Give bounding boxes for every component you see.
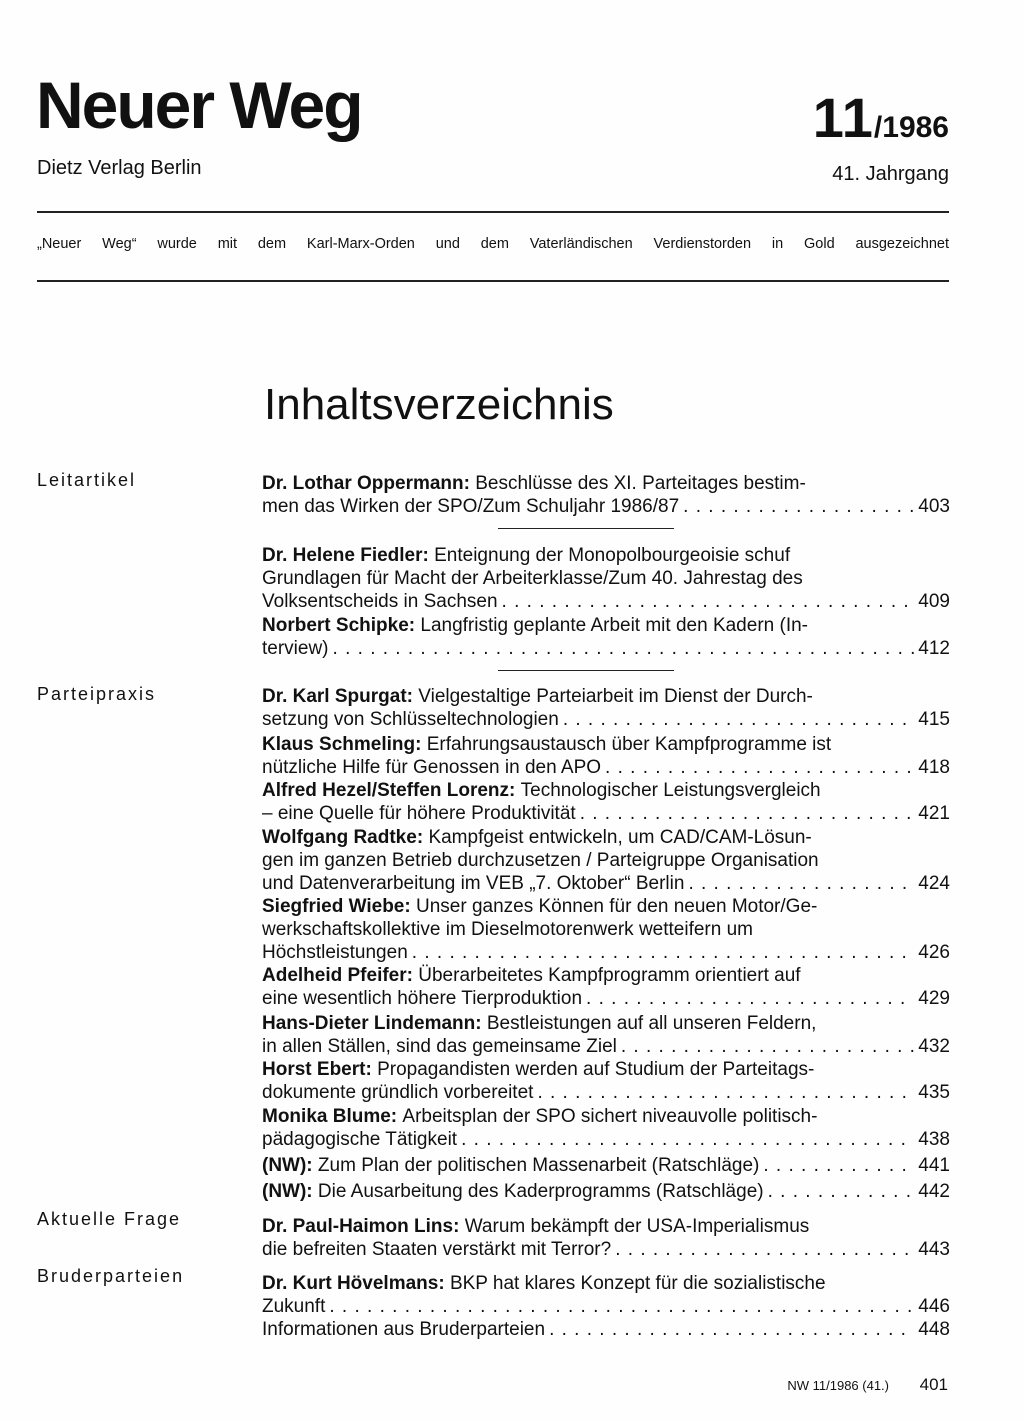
toc-entry-author: (NW): — [262, 1181, 313, 1202]
toc-entry-author: Dr. Kurt Hövelmans: — [262, 1273, 445, 1294]
toc-entry-text: Zukunft — [262, 1296, 326, 1317]
toc-entry-author: Dr. Lothar Oppermann: — [262, 473, 470, 494]
toc-entry-author: Horst Ebert: — [262, 1059, 372, 1080]
toc-entry-line — [262, 987, 950, 1010]
toc-leader-dots — [688, 872, 914, 895]
toc-entry-text: eine wesentlich höhere Tierproduktion — [262, 988, 583, 1009]
toc-entry-text: Vielgestaltige Parteiarbeit im Dienst der Durch- — [418, 686, 813, 707]
toc-entry — [262, 1272, 950, 1318]
toc-entry-line — [262, 685, 950, 708]
toc-entry-text: Überarbeitetes Kampfprogramm orientiert auf — [418, 965, 801, 986]
toc-entry-line — [262, 1154, 950, 1177]
toc-leader-dots — [768, 1180, 915, 1203]
toc-entry-text: Erfahrungsaustausch über Kampfprogramme ist — [426, 734, 832, 755]
toc-entry-text: dokumente gründlich vorbereitet — [262, 1082, 534, 1103]
toc-leader-dots — [333, 637, 915, 660]
toc-entry — [262, 1012, 950, 1058]
toc-entry-text: BKP hat klares Konzept für die sozialistische — [449, 1273, 826, 1294]
toc-entry-line — [262, 614, 950, 637]
toc-entry-line — [262, 918, 950, 941]
toc-entry-text: – eine Quelle für höhere Produktivität — [262, 803, 576, 824]
toc-entry-page: 409 — [918, 591, 950, 612]
toc-entry-text: men das Wirken der SPO/Zum Schuljahr 1986/87 — [262, 496, 680, 517]
toc-entry-line — [262, 779, 950, 802]
toc-entry-line — [262, 590, 950, 613]
toc-leader-dots — [763, 1154, 914, 1177]
toc-leader-dots — [412, 941, 915, 964]
toc-entry-line — [262, 733, 950, 756]
toc-entry-author: Siegfried Wiebe: — [262, 896, 411, 917]
toc-leader-dots — [586, 987, 914, 1010]
toc-entry-page: 426 — [918, 942, 950, 963]
toc-entry-author: Dr. Paul-Haimon Lins: — [262, 1216, 460, 1237]
toc-entry-line — [262, 495, 950, 518]
toc-entry-line — [262, 1180, 950, 1203]
toc-entry — [262, 544, 950, 613]
toc-entry-author: Wolfgang Radtke: — [262, 827, 424, 848]
toc-entry-text: Die Ausarbeitung des Kaderprogramms (Ratschläge) — [317, 1181, 764, 1202]
toc-entry — [262, 685, 950, 731]
toc-entry-page: 443 — [918, 1239, 950, 1260]
separator — [498, 670, 674, 671]
toc-entry-text: Zum Plan der politischen Massenarbeit (Ratschläge) — [317, 1155, 760, 1176]
toc-entry — [262, 1215, 950, 1261]
toc-entry-text: die befreiten Staaten verstärkt mit Terror? — [262, 1239, 612, 1260]
toc-entry-page: 415 — [918, 709, 950, 730]
section-leitartikel: Leitartikel — [37, 470, 137, 490]
toc-entry-line — [262, 544, 950, 567]
toc-leader-dots — [461, 1128, 914, 1151]
toc-entry-line — [262, 472, 950, 495]
toc-entry-page: 441 — [918, 1155, 950, 1176]
toc-entry-page: 403 — [918, 496, 950, 517]
toc-entry-text: Warum bekämpft der USA-Imperialismus — [464, 1216, 810, 1237]
toc-entry-page: 438 — [918, 1129, 950, 1150]
toc-entry-text: in allen Ställen, sind das gemeinsame Ziel — [262, 1036, 617, 1057]
toc-entry — [262, 1154, 950, 1177]
toc-leader-dots — [329, 1295, 914, 1318]
toc-leader-dots — [615, 1238, 914, 1261]
toc-entry-author: (NW): — [262, 1155, 313, 1176]
toc-entry-line — [262, 1215, 950, 1238]
section-parteipraxis: Parteipraxis — [37, 684, 157, 704]
toc-entry-text: Volksentscheids in Sachsen — [262, 591, 498, 612]
toc-entry — [262, 1180, 950, 1203]
section-aktuelle-frage: Aktuelle Frage — [37, 1209, 182, 1229]
toc-entry-text: Arbeitsplan der SPO sichert niveauvolle politisch- — [402, 1106, 818, 1127]
toc-entry — [262, 1105, 950, 1151]
toc-entry-author: Dr. Helene Fiedler: — [262, 545, 429, 566]
issue-number — [812, 86, 949, 149]
toc-entry-line — [262, 1318, 950, 1341]
toc-entry-line — [262, 567, 950, 590]
toc-entry-text: Beschlüsse des XI. Parteitages bestim- — [475, 473, 806, 494]
toc-entry-text: Unser ganzes Können für den neuen Motor/Ge- — [415, 896, 818, 917]
footer-page-number: 401 — [919, 1375, 948, 1394]
toc-entry-text: Kampfgeist entwickeln, um CAD/CAM-Lösun- — [428, 827, 812, 848]
toc-entry-line — [262, 1295, 950, 1318]
toc-entry-page: 448 — [918, 1319, 950, 1340]
award-line: „Neuer Weg“ wurde mit dem Karl-Marx-Orden und dem Vaterländischen Verdienstorden in Gold ausgezeichnet — [37, 236, 949, 252]
toc-entry-line — [262, 802, 950, 825]
toc-entry-author: Klaus Schmeling: — [262, 734, 422, 755]
toc-entry — [262, 1058, 950, 1104]
toc-entry-line — [262, 1035, 950, 1058]
toc-entry-text: Technologischer Leistungsvergleich — [520, 780, 821, 801]
toc-entry-line — [262, 872, 950, 895]
toc-entry — [262, 733, 950, 779]
toc-heading: Inhaltsverzeichnis — [264, 380, 614, 429]
toc-entry-line — [262, 637, 950, 660]
toc-entry-author: Alfred Hezel/Steffen Lorenz: — [262, 780, 516, 801]
toc-entry-text: Informationen aus Bruderparteien — [262, 1319, 546, 1340]
toc-entry-line — [262, 1081, 950, 1104]
toc-entry-page: 412 — [918, 638, 950, 659]
toc-entry — [262, 614, 950, 660]
toc-entry-text: Höchstleistungen — [262, 942, 408, 963]
separator — [498, 528, 674, 529]
toc-entry — [262, 895, 950, 964]
toc-entry — [262, 779, 950, 825]
toc-entry-line — [262, 756, 950, 779]
toc-entry-line — [262, 1012, 950, 1035]
toc-entry-text: Propagandisten werden auf Studium der Parteitags- — [377, 1059, 815, 1080]
toc-entry — [262, 1318, 950, 1341]
toc-leader-dots — [537, 1081, 914, 1104]
toc-entry-page: 446 — [918, 1296, 950, 1317]
toc-leader-dots — [549, 1318, 914, 1341]
toc-leader-dots — [502, 590, 915, 613]
toc-entry-text: pädagogische Tätigkeit — [262, 1129, 458, 1150]
toc-entry-page: 418 — [918, 757, 950, 778]
issue-number-main: 11 — [812, 86, 874, 149]
toc-entry-line — [262, 1128, 950, 1151]
toc-entry — [262, 826, 950, 895]
top-rule — [37, 211, 949, 213]
issue-year: /1986 — [873, 111, 949, 144]
toc-leader-dots — [563, 708, 914, 731]
toc-entry-line — [262, 826, 950, 849]
toc-leader-dots — [621, 1035, 914, 1058]
toc-entry-author: Hans-Dieter Lindemann: — [262, 1013, 482, 1034]
toc-entry-author: Dr. Karl Spurgat: — [262, 686, 413, 707]
toc-entry-text: und Datenverarbeitung im VEB „7. Oktober“ Berlin — [262, 873, 685, 894]
toc-entry-text: Grundlagen für Macht der Arbeiterklasse/Zum 40. Jahrestag des — [262, 568, 803, 589]
toc-entry-line — [262, 708, 950, 731]
toc-entry-line — [262, 964, 950, 987]
volume: 41. Jahrgang — [832, 163, 949, 185]
publisher: Dietz Verlag Berlin — [37, 157, 202, 179]
toc-entry-page: 429 — [918, 988, 950, 1009]
toc-entry-page: 432 — [918, 1036, 950, 1057]
section-bruderparteien: Bruderparteien — [37, 1266, 185, 1286]
toc-entry-line — [262, 1058, 950, 1081]
footer-reference: NW 11/1986 (41.) — [787, 1378, 889, 1393]
toc-entry-text: Langfristig geplante Arbeit mit den Kadern (In- — [420, 615, 808, 636]
toc-entry-author: Monika Blume: — [262, 1106, 398, 1127]
toc-entry-line — [262, 895, 950, 918]
toc-entry-line — [262, 849, 950, 872]
toc-entry-page: 435 — [918, 1082, 950, 1103]
toc-entry-page: 424 — [918, 873, 950, 894]
toc-entry — [262, 964, 950, 1010]
toc-entry-text: nützliche Hilfe für Genossen in den APO — [262, 757, 602, 778]
toc-entry-text: Enteignung der Monopolbourgeoisie schuf — [434, 545, 791, 566]
toc-entry-text: setzung von Schlüsseltechnologien — [262, 709, 559, 730]
toc-entry — [262, 472, 950, 518]
toc-leader-dots — [683, 495, 914, 518]
toc-entry-text: terview) — [262, 638, 329, 659]
toc-entry-page: 421 — [918, 803, 950, 824]
toc-leader-dots — [580, 802, 915, 825]
toc-entry-line — [262, 1105, 950, 1128]
toc-entry-line — [262, 1238, 950, 1261]
toc-entry-line — [262, 1272, 950, 1295]
masthead-title: Neuer Weg — [36, 68, 362, 142]
bottom-rule — [37, 280, 949, 282]
toc-entry-text: gen im ganzen Betrieb durchzusetzen / Parteigruppe Organisation — [262, 850, 819, 871]
toc-entry-text: werkschaftskollektive im Dieselmotorenwerk wetteifern um — [262, 919, 753, 940]
toc-leader-dots — [605, 756, 914, 779]
toc-entry-page: 442 — [918, 1181, 950, 1202]
toc-entry-author: Adelheid Pfeifer: — [262, 965, 413, 986]
toc-entry-line — [262, 941, 950, 964]
toc-entry-text: Bestleistungen auf all unseren Feldern, — [486, 1013, 817, 1034]
toc-entry-author: Norbert Schipke: — [262, 615, 416, 636]
